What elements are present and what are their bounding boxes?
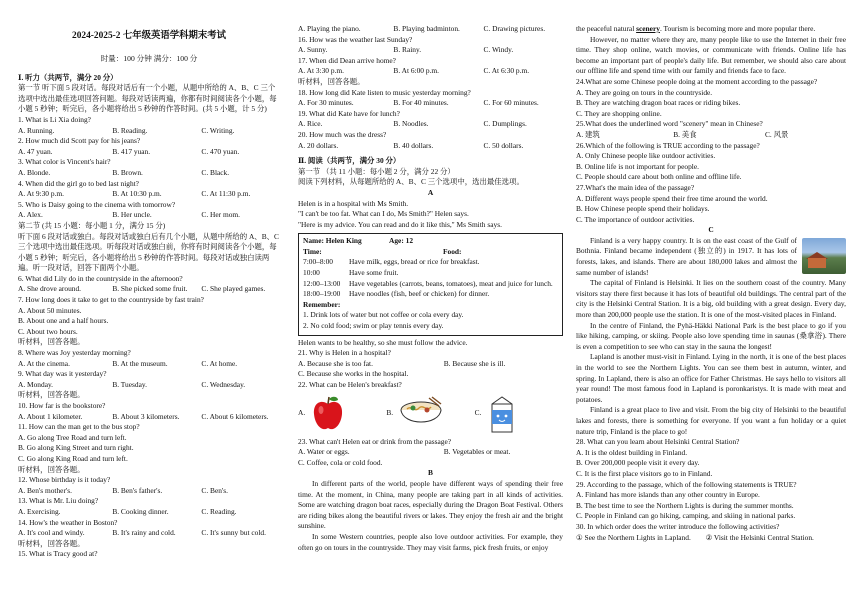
option: A. Finland has more islands than any other country in Europe.: [576, 490, 760, 500]
text: . Tourism is becoming more and more popular there.: [659, 24, 816, 33]
finland-house-photo: [802, 238, 846, 274]
option: B. Noodles.: [393, 119, 429, 129]
question-13: 13. What is Mr. Liu doing?: [18, 496, 99, 506]
passage-c-paragraph: Lapland is another must-visit in Finland. Lying in the north, it is one of the best places in the world to see the Northern Lights. You can see them best in autumn, winter, and spring. In Lapland, there is also an office for Father Christmas. He says hello to visitors all year round! The most famous food in Lapland is poronkaristys. It is made with meat and potatoes.: [576, 352, 846, 404]
question-17: 17. When did Dean arrive home?: [298, 55, 396, 65]
option: C. 470 yuan.: [201, 146, 240, 156]
question-14-options: [18, 528, 280, 539]
underlined-word: scenery: [636, 24, 660, 33]
option-label: C.: [474, 408, 482, 418]
option: B. Tuesday.: [112, 379, 147, 389]
question-25: 25.What does the underlined word "scenery" mean in Chinese?: [576, 119, 763, 129]
option: C. 50 dollars.: [483, 140, 524, 150]
option: B. She picked some fruit.: [112, 284, 188, 294]
question-9: 9. What day was it yesterday?: [18, 369, 107, 379]
option: B. Vegetables or meat.: [443, 447, 511, 457]
option: ① See the Northern Lights in Lapland.: [576, 532, 691, 542]
question-30-options: [576, 533, 846, 544]
question-21: 21. Why is Helen in a hospital?: [298, 348, 391, 358]
passage-c-label: C: [708, 225, 714, 235]
passage-b-paragraph: In different parts of the world, people have different ways of spending their free time. At the moment, in China, many people are taking part in all kinds of activities. Some are watching dragon boat races, especially during the Dragon Boat Festival. Others are riding bikes along the beautiful rivers or lakes. They enjoy the fresh air and the bright sunshine.: [298, 478, 563, 531]
option: B. They are watching dragon boat races or riding bikes.: [576, 98, 741, 108]
option: B. Go along King Street and turn right.: [18, 443, 134, 453]
question-6: 6. What did Lily do in the countryside in the afternoon?: [18, 273, 183, 283]
question-20-options: [298, 141, 563, 152]
listen-instruction: 听材料，回答各题。: [18, 337, 85, 347]
passage-a-line: Helen is in a hospital with Ms Smith.: [298, 198, 409, 208]
option: B. Reading.: [112, 125, 148, 135]
option: B. Her uncle.: [112, 210, 152, 220]
option: C. She played games.: [201, 284, 266, 294]
option: B. At 10:30 p.m.: [112, 189, 162, 199]
passage-c-paragraph: [576, 236, 846, 278]
box-food-label: Food:: [443, 246, 462, 256]
question-3: 3. What color is Vincent's hair?: [18, 157, 111, 167]
question-15-options: [298, 24, 563, 35]
question-23: 23. What can't Helen eat or drink from the passage?: [298, 436, 452, 446]
option: B. For 40 minutes.: [393, 98, 449, 108]
box-header: [303, 236, 558, 247]
option: B. The best time to see the Northern Lights is during the summer months.: [576, 500, 794, 510]
question-19-options: [298, 119, 563, 130]
listen-instruction: 听材料，回答各题。: [18, 464, 85, 474]
option: A. 20 dollars.: [298, 140, 339, 150]
box-row-food: Have milk, eggs, bread or rice for breakfast.: [349, 257, 480, 267]
question-12: 12. Whose birthday is it today?: [18, 475, 111, 485]
box-time-label: Time:: [303, 246, 322, 256]
option: B. 417 yuan.: [112, 146, 151, 156]
diet-advice-box: [298, 233, 563, 335]
question-30: 30. In which order does the writer introduce the following activities?: [576, 521, 780, 531]
picture-option-b: [386, 396, 474, 432]
noodle-bowl-icon: [399, 396, 443, 432]
reading-part1-heading: 第一节 （共 11 小题：每小题 2 分，满分 22 分）: [298, 166, 455, 176]
part2-heading: 第二节 (共 15 小题：每小题 1 分，满分 15 分): [18, 220, 166, 230]
question-23-options: [298, 447, 563, 458]
option: A. Rice.: [298, 119, 323, 129]
option: ② Visit the Helsinki Central Station.: [705, 532, 814, 542]
box-row-time: 10:00: [303, 268, 320, 278]
box-remember-1: 1. Drink lots of water but not coffee or cola every day.: [303, 310, 464, 320]
option: B. Because she is ill.: [443, 358, 506, 368]
option: C. People should care about both online and offline life.: [576, 172, 742, 182]
option: A. Water or eggs.: [298, 447, 350, 457]
box-rows: [303, 257, 558, 299]
option: A. About 1 kilometer.: [18, 411, 83, 421]
option: A. It's cool and windy.: [18, 528, 85, 538]
option: C. Coffee, cola or cold food.: [298, 457, 383, 467]
picture-option-a: [298, 395, 386, 433]
option: C. About two hours.: [18, 326, 78, 336]
option: B. Online life is not important for people.: [576, 161, 699, 171]
option: C. 风景: [764, 129, 789, 139]
option: C. Because she works in the hospital.: [298, 369, 409, 379]
question-16: 16. How was the weather last Sunday?: [298, 34, 413, 44]
passage-b-paragraph: However, no matter where they are, many people like to use the Internet in their free time. They shop online, watch movies, or communicate with friends. Online life has become an important part of people's daily life. But remember, we should also care about our offline life and spend time with our family and friends face to face.: [576, 34, 846, 76]
question-12-options: [18, 486, 280, 497]
option: B. Brown.: [112, 167, 143, 177]
question-22-picture-options: [298, 393, 563, 435]
question-13-options: [18, 507, 280, 518]
option: A. At 3:30 p.m.: [298, 66, 344, 76]
box-row-time: 18:00–19:00: [303, 289, 341, 299]
question-20: 20. How much was the dress?: [298, 129, 387, 139]
passage-a-label: A: [427, 187, 434, 197]
question-1: 1. What is Li Xia doing?: [18, 114, 91, 124]
option: A. Playing the piano.: [298, 24, 361, 33]
question-15: 15. What is Tracy good at?: [18, 549, 98, 559]
option: A. Because she is too fat.: [298, 358, 373, 368]
question-21-options: [298, 359, 563, 370]
question-5-options: [18, 210, 280, 221]
option: B. About 3 kilometers.: [112, 411, 180, 421]
question-25-options: [576, 130, 846, 141]
box-remember: Remember:: [303, 299, 341, 309]
question-14: 14. How's the weather in Boston?: [18, 517, 118, 527]
box-age: Age: 12: [389, 236, 414, 246]
option: A. At the cinema.: [18, 358, 70, 368]
passage-c-paragraph: Finland is a great place to live and visit. From the big city of Helsinki to the beautiful lakes and forests, there is something for everyone. If you want a fun holiday or a quiet nature trip, Finland is the place to go!: [576, 405, 846, 436]
text: Finland is a very happy country. It is on the east coast of the Gulf of Bothnia. Finland became independent (独立的) in 1917. It has lots of forests, lakes, and islands. There are about 180,000 lakes and almost the same number of islands!: [576, 235, 797, 277]
box-row-food: Have some fruit.: [349, 268, 399, 278]
option: B. About one and a half hours.: [18, 316, 109, 326]
option: B. How Chinese people spend their holidays.: [576, 204, 710, 214]
option: A. Go along Tree Road and turn left.: [18, 432, 127, 442]
option: B. Rainy.: [393, 45, 422, 55]
question-2-options: [18, 147, 280, 158]
box-name: Name: Helen King: [303, 236, 362, 246]
text: the peaceful natural: [576, 24, 637, 33]
option: A. About 50 minutes.: [18, 305, 82, 315]
question-8: 8. Where was Joy yesterday morning?: [18, 348, 131, 358]
option: C. For 60 minutes.: [483, 98, 539, 108]
option: A. Monday.: [18, 379, 54, 389]
passage-a-line: "Here is my advice. You can read and do it like this," Ms Smith says.: [298, 219, 502, 229]
option: B. At the museum.: [112, 358, 168, 368]
option: C. People in Finland can go hiking, camping, and skiing in national parks.: [576, 511, 796, 521]
option: B. Over 200,000 people visit it every day.: [576, 458, 700, 468]
question-2: 2. How much did Scott pay for his jeans?: [18, 136, 141, 146]
question-24: 24.What are some Chinese people doing at the moment according to the passage?: [576, 76, 818, 86]
picture-option-c: [475, 394, 563, 434]
option: B. At 6:00 p.m.: [393, 66, 439, 76]
option: A. For 30 minutes.: [298, 98, 354, 108]
exam-title: 2024-2025-2 七年级英语学科期末考试: [72, 31, 226, 41]
option: C. About 6 kilometers.: [201, 411, 269, 421]
option: B. Cooking dinner.: [112, 506, 169, 516]
passage-c-paragraph: The capital of Finland is Helsinki. It lies on the southern coast of the country. Many visitors stay there first because it has lots of beautiful old buildings. The central part of the city is the Helsinki Central Station. It is a big, old building with a great design. Every day, more than 200,000 people use the station. It is one of the most-visited places in Finland.: [576, 278, 846, 320]
question-28: 28. What can you learn about Helsinki Central Station?: [576, 437, 740, 447]
box-columns: [303, 247, 558, 258]
question-8-options: [18, 359, 280, 370]
option: A. 建筑: [576, 129, 600, 139]
option: A. It is the oldest building in Finland.: [576, 447, 688, 457]
box-row-food: Have vegetables (carrots, beans, tomatoes), meat and juice for lunch.: [349, 278, 553, 288]
box-remember-2: 2. No cold food; swim or play tennis every day.: [303, 321, 444, 331]
option: A. Sunny.: [298, 45, 328, 55]
option: B. It's rainy and cold.: [112, 528, 176, 538]
question-3-options: [18, 168, 280, 179]
question-29: 29. According to the passage, which of the following statements is TRUE?: [576, 479, 797, 489]
option: C. Black.: [201, 167, 230, 177]
passage-b-paragraph: In some Western countries, people also love outdoor activities. For example, they often go on tours in the countryside. They may visit farms, pick fresh fruits, or enjoy: [298, 531, 563, 552]
question-19: 19. What did Kate have for lunch?: [298, 108, 400, 118]
question-10: 10. How far is the bookstore?: [18, 401, 106, 410]
option: C. Go along King Road and turn left.: [18, 453, 128, 463]
passage-a-line: Helen wants to be healthy, so she must follow the advice.: [298, 337, 468, 347]
question-18-options: [298, 98, 563, 109]
option: C. They are shopping online.: [576, 108, 662, 118]
option: B. Ben's father's.: [112, 485, 163, 495]
option: A. She drove around.: [18, 284, 82, 294]
exam-meta: 时量：100 分钟 满分：100 分: [100, 54, 198, 63]
option: C. Ben's.: [201, 485, 228, 495]
box-row-food: Have noodles (fish, beef or chicken) for dinner.: [349, 289, 490, 299]
box-row-time: 12:00–13:00: [303, 278, 341, 288]
listen-instruction: 听材料，回答各题。: [18, 390, 85, 400]
part2-intro: 听下面 6 段对话或独白。每段对话或独白后有几个小题，从题中所给的 A、B、C 三个选项中选出最佳选项。听每段对话或独白前，你将有时间阅读各个小题，每小题 5 秒钟；听完后，各小题将给出 5 秒钟的作答时间。每段对话或独白读两遍。听一段对话，回答下面两个小题。: [18, 231, 279, 273]
section-listening-heading: Ⅰ. 听力（共两节，满分 20 分）: [18, 72, 118, 82]
option: C. Writing.: [201, 125, 235, 135]
option: A. Running.: [18, 125, 55, 135]
question-26: 26.Which of the following is TRUE according to the passage?: [576, 140, 760, 150]
question-27: 27.What's the main idea of the passage?: [576, 182, 695, 192]
passage-b-continuation: [576, 24, 846, 35]
part1-heading: 第一节 听下面 5 段对话。每段对话后有一个小题，从题中所给的 A、B、C 三个选项中选出最佳选项回答问题。每段对话读两遍，你都有时间阅读各个小题，每小题 5 秒钟；听完后，各小题将给出 5 秒钟的作答时间。(共 5 小题，计 5 分): [18, 83, 277, 114]
option: C. Wednesday.: [201, 379, 246, 389]
option: C. It is the first place visitors go to in Finland.: [576, 468, 713, 478]
question-10-options: [18, 412, 280, 423]
option: C. It's sunny but cold.: [201, 528, 266, 538]
question-6-options: [18, 284, 280, 295]
option: C. Windy.: [483, 45, 514, 55]
option: C. At 6:30 p.m.: [483, 66, 530, 76]
option: A. 47 yuan.: [18, 146, 53, 156]
question-5: 5. Who is Daisy going to the cinema with tomorrow?: [18, 199, 176, 209]
question-7: 7. How long does it take to get to the countryside by fast train?: [18, 295, 204, 305]
option: A. Blonde.: [18, 167, 51, 177]
apple-icon: [311, 395, 345, 433]
option: C. Drawing pictures.: [483, 24, 546, 33]
option: A. Only Chinese people like outdoor activities.: [576, 151, 716, 161]
column-3: [576, 24, 846, 543]
question-22: 22. What can be Helen's breakfast?: [298, 380, 402, 389]
question-11: 11. How can the man get to the bus stop?: [18, 422, 140, 432]
question-18: 18. How long did Kate listen to music yesterday morning?: [298, 87, 471, 97]
option: A. At 9:30 p.m.: [18, 189, 64, 199]
option: C. Dumplings.: [483, 119, 527, 129]
column-1: [18, 24, 280, 560]
option: A. Alex.: [18, 210, 43, 220]
option: C. Her mom.: [201, 210, 240, 220]
option: C. Reading.: [201, 506, 237, 516]
option: C. The importance of outdoor activities.: [576, 214, 695, 224]
question-1-options: [18, 126, 280, 137]
section-reading-heading: Ⅱ. 阅读（共两节，满分 30 分）: [298, 156, 401, 166]
reading-part1-intro: 阅读下列材料，从每题所给的 A、B、C 三个选项中，选出最佳选项。: [298, 177, 524, 187]
passage-c-paragraph: In the centre of Finland, the Pyhä-Häkki National Park is the best place to go if you like hiking, camping, or skiing. People also love spending time in saunas (桑拿浴). There is even a competition to see who can stay in the sauna the longest!: [576, 320, 846, 351]
box-row: [303, 289, 558, 300]
option: A. Ben's mother's.: [18, 485, 72, 495]
milk-carton-icon: [487, 394, 517, 434]
option: C. At 11:30 p.m.: [201, 189, 251, 199]
passage-b-label: B: [428, 468, 433, 478]
question-17-options: [298, 66, 563, 77]
option: A. They are going on tours in the countryside.: [576, 87, 713, 97]
question-4: 4. When did the girl go to bed last night?: [18, 178, 139, 188]
option: B. 美食: [673, 129, 697, 139]
option: B. Playing badminton.: [393, 24, 460, 33]
option: A. Different ways people spend their free time around the world.: [576, 193, 768, 203]
question-4-options: [18, 189, 280, 200]
option: B. 40 dollars.: [393, 140, 434, 150]
question-16-options: [298, 45, 563, 56]
listen-instruction: 听材料，回答各题。: [298, 76, 365, 86]
column-2: [298, 24, 563, 553]
option-label: A.: [298, 408, 306, 418]
box-row-time: 7:00–8:00: [303, 257, 333, 267]
box-row: [303, 268, 558, 279]
box-row: [303, 279, 558, 290]
passage-a-line: "I can't be too fat. What can I do, Ms Smith?" Helen says.: [298, 209, 469, 219]
listen-instruction: 听材料，回答各题。: [18, 538, 85, 548]
part1-questions: [18, 115, 280, 221]
box-row: [303, 257, 558, 268]
option-label: B.: [386, 408, 394, 418]
question-9-options: [18, 380, 280, 391]
option: A. Exercising.: [18, 506, 61, 516]
option: C. At home.: [201, 358, 238, 368]
